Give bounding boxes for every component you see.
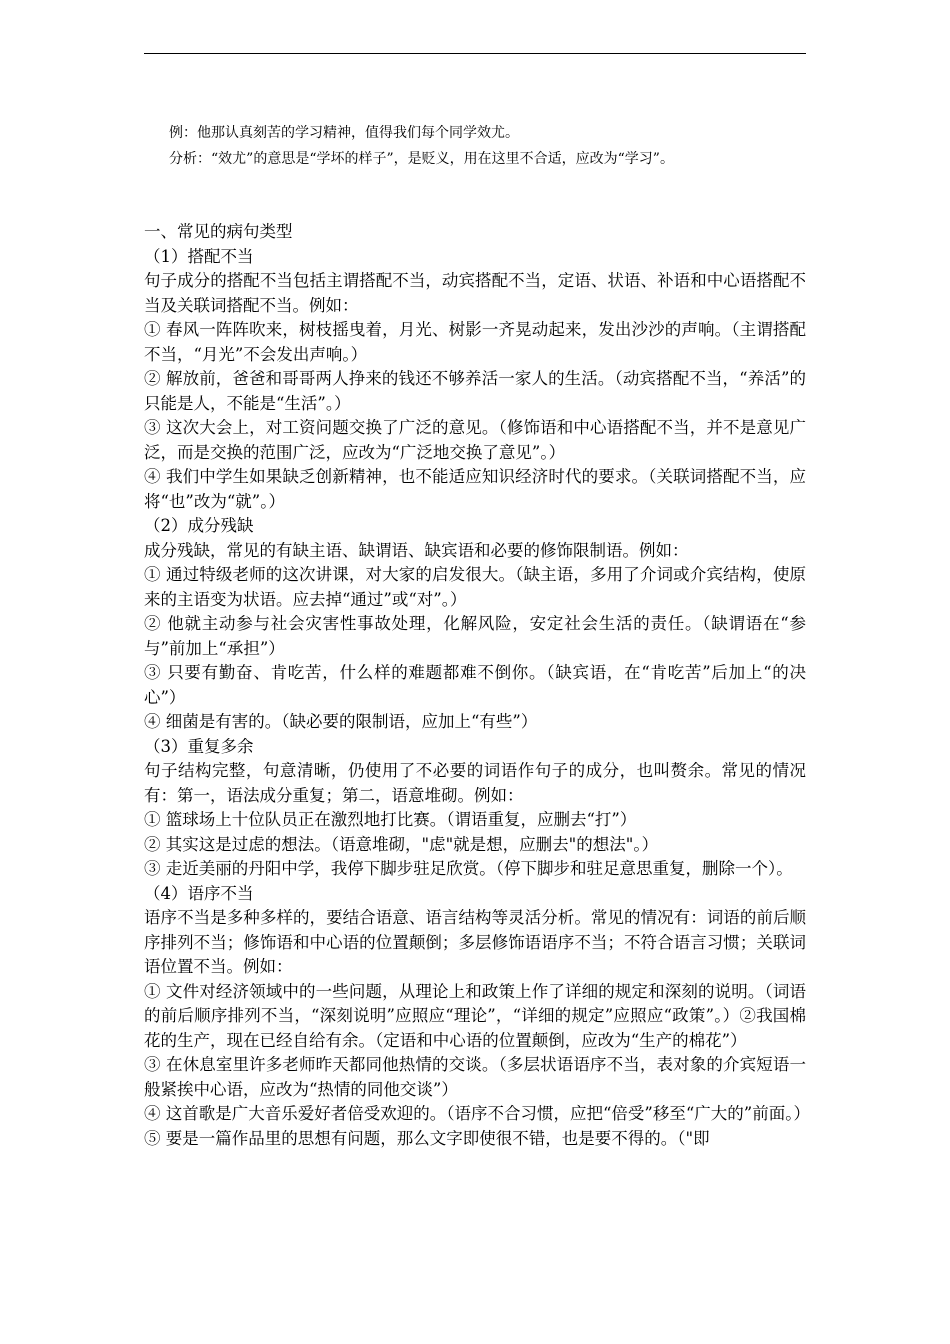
- example-block: [169, 120, 819, 172]
- list-item: ① 篮球场上十位队员正在激烈地打比赛。（谓语重复，应删去“打”）: [144, 810, 637, 829]
- list-item: ① 春风一阵阵吹来，树枝摇曳着，月光、树影一齐晃动起来，发出沙沙的声响。（主谓搭配不当，“月光”不会发出声响。）: [144, 320, 806, 364]
- category-heading-2: （2）成分残缺: [144, 516, 254, 535]
- list-item: ② 解放前，爸爸和哥哥两人挣来的钱还不够养活一家人的生活。（动宾搭配不当，“养活”的只能是人，不能是“生活”。）: [144, 369, 806, 413]
- category-intro-1: 句子成分的搭配不当包括主谓搭配不当，动宾搭配不当，定语、状语、补语和中心语搭配不当及关联词搭配不当。例如：: [144, 271, 806, 315]
- category-intro-3: 句子结构完整，句意清晰，仍使用了不必要的词语作句子的成分，也叫赘余。常见的情况有：第一，语法成分重复；第二，语意堆砌。例如：: [144, 761, 806, 805]
- list-item: ⑤ 要是一篇作品里的思想有问题，那么文字即使很不错，也是要不得的。（"即: [144, 1128, 710, 1148]
- main-body: [144, 220, 810, 1151]
- category-intro-2: 成分残缺，常见的有缺主语、缺谓语、缺宾语和必要的修饰限制语。例如：: [144, 540, 689, 560]
- category-heading-4: （4）语序不当: [144, 883, 254, 903]
- list-item: ① 文件对经济领域中的一些问题，从理论上和政策上作了详细的规定和深刻的说明。（词语的前后顺序排列不当，“深刻说明”应照应“理论”，“详细的规定”应照应“政策”。）②我国棉花的生产，现在已经自给有余。（定语和中心语的位置颠倒，应改为“生产的棉花”）: [144, 981, 806, 1050]
- list-item: ② 其实这是过虑的想法。（语意堆砌，"虑"就是想，应删去"的想法"。）: [144, 834, 659, 854]
- category-heading-3: （3）重复多余: [144, 736, 254, 756]
- list-item: ④ 我们中学生如果缺乏创新精神，也不能适应知识经济时代的要求。（关联词搭配不当，应将“也”改为“就”。）: [144, 467, 806, 511]
- category-intro-4: 语序不当是多种多样的，要结合语意、语言结构等灵活分析。常见的情况有：词语的前后顺序排列不当；修饰语和中心语的位置颠倒；多层修饰语语序不当；不符合语言习惯；关联词语位置不当。例如：: [144, 908, 806, 976]
- section-title: 一、常见的病句类型: [144, 222, 293, 241]
- list-item: ③ 走近美丽的丹阳中学，我停下脚步驻足欣赏。（停下脚步和驻足意思重复，删除一个）。: [144, 859, 793, 878]
- header-rule: [144, 53, 806, 54]
- list-item: ④ 这首歌是广大音乐爱好者倍受欢迎的。（语序不合习惯，应把“倍受”移至“广大的”前面。）: [144, 1104, 810, 1123]
- category-heading-1: （1）搭配不当: [144, 246, 254, 266]
- list-item: ③ 在休息室里许多老师昨天都同他热情的交谈。（多层状语语序不当，表对象的介宾短语一般紧挨中心语，应改为“热情的同他交谈”）: [144, 1055, 806, 1099]
- list-item: ② 他就主动参与社会灾害性事故处理，化解风险，安定社会生活的责任。（缺谓语在“参与”前加上“承担”）: [144, 614, 806, 658]
- list-item: ④ 细菌是有害的。（缺必要的限制语，应加上“有些”）: [144, 712, 538, 731]
- example-analysis: 分析：“效尤”的意思是“学坏的样子”，是贬义，用在这里不合适，应改为“学习”。: [169, 151, 674, 167]
- list-item: ① 通过特级老师的这次讲课，对大家的启发很大。（缺主语，多用了介词或介宾结构，使原来的主语变为状语。应去掉“通过”或“对”。）: [144, 565, 806, 609]
- list-item: ③ 只要有勤奋、肯吃苦，什么样的难题都难不倒你。（缺宾语，在“肯吃苦”后加上“的决心”）: [144, 663, 806, 707]
- list-item: ③ 这次大会上，对工资问题交换了广泛的意见。（修饰语和中心语搭配不当，并不是意见广泛，而是交换的范围广泛，应改为“广泛地交换了意见”。）: [144, 418, 806, 462]
- example-sentence: 例：他那认真刻苦的学习精神，值得我们每个同学效尤。: [169, 125, 519, 141]
